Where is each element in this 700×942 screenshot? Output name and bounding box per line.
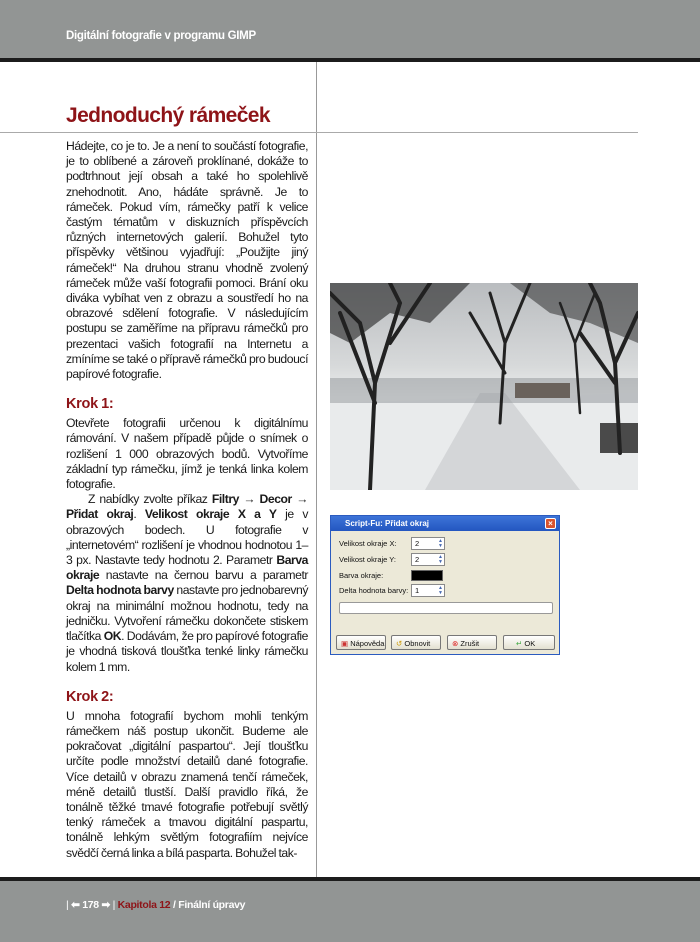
size-x-label: Velikost okraje X:: [339, 539, 397, 548]
dialog-titlebar: [331, 516, 559, 531]
text-run: nastavte pro jednobarevný okraj na minimální možnou hodnotu, tedy na jedničku. Vytvoření rámečku dokončete stiskem tlačítka: [66, 583, 309, 644]
book-title: Digitální fotografie v programu GIMP: [66, 30, 256, 42]
spin-arrows-icon[interactable]: ▲ ▼: [438, 585, 443, 596]
text-run: Z nabídky zvolte příkaz: [88, 492, 212, 507]
section-title: Jednoduchý rámeček: [66, 104, 270, 127]
running-header: [0, 0, 700, 58]
enter-icon: ↵: [516, 639, 523, 648]
step1-paragraph: Otevřete fotografii určenou k digitálnímu rámování. V našem případě půjde o snímek o rozlišení 1 000 obrazových bodů. Vytvoříme základní typ rámečku, jímž je tenká linka kolem fotografie.: [66, 416, 308, 492]
reset-button[interactable]: ↺ Obnovit: [391, 635, 441, 650]
bold-term: Velikost okraje X a Y: [144, 507, 277, 522]
help-button[interactable]: ▣ Nápověda: [336, 635, 386, 650]
spin-arrows-icon[interactable]: ▲ ▼: [438, 554, 443, 565]
progress-bar: [339, 602, 553, 614]
bold-term: Filtry → Decor → Přidat okraj: [66, 492, 308, 522]
step2-heading: Krok 2:: [66, 688, 114, 705]
size-y-label: Velikost okraje Y:: [339, 555, 396, 564]
cancel-button[interactable]: ⊗ Zrušit: [447, 635, 497, 650]
bold-term: OK: [103, 629, 122, 644]
border-color-label: Barva okraje:: [339, 571, 384, 580]
column-divider: [316, 62, 317, 878]
page-number: 178: [82, 899, 99, 911]
header-rule: [0, 58, 700, 62]
step2-paragraph: U mnoha fotografií bychom mohli tenkým rámečkem náš postup ukončit. Budeme ale pokračovat „digitální paspartou“. Její tloušťku určíte podle množství detailů dané fotografie. Více detailů v obrazu znamená tenčí rámeček, méně detailů tlustší. Další pravidlo říká, že tonálně těžké tmavé fotografie potřebují světlý tenký rámeček a tmavou digitální paspartu, tonálně lehkým světlým fotografiím nejvíce svědčí černá linka a bílá pasparta. Bohužel tak-: [66, 708, 308, 860]
winter-road-photo: [330, 283, 638, 490]
footer-separator: /: [172, 899, 176, 911]
dialog-title: Script-Fu: Přidat okraj: [345, 519, 430, 528]
text-run: je v obrazových bodech. U fotografie v „internetovém“ rozlišení je vhodnou hodnotou 1–3 px. Nastavte tedy hodnotu 2. Parametr: [66, 507, 309, 568]
size-y-spinner[interactable]: 2 ▲ ▼: [411, 553, 445, 566]
next-page-icon[interactable]: ➡: [101, 899, 110, 911]
intro-paragraph: Hádejte, co je to. Je a není to součástí fotografie, je to oblíbené a zároveň proklínané, dokáže to podtrhnout její obsah a také ho spolehlivě znehodnotit. Ano, hádáte správně. Je to rámeček. Pokud vím, rámečky patří k velice častým tématům v diskuzních příspěvcích různých internetových galerií. Bohužel tyto příspěvky většinou vyjadřují: „Použijte jiný rámeček!“ Na druhou stranu vhodně zvolený rámeček může vaší fotografii pomoci. Brání oku diváka vybíhat ven z obrazu a soustředí ho na obrazové sdělení fotografie. V následujícím postupu se zaměříme na přípravu rámečků pro prezentaci vašich fotografií na Internetu a zmíníme se také o přípravě rámečků pro budoucí papírové fotografie.: [66, 139, 308, 382]
add-border-dialog: [330, 515, 560, 655]
title-rule: [0, 132, 638, 133]
reset-icon: ↺: [396, 639, 403, 648]
text-column: [66, 139, 308, 861]
help-icon: ▣: [341, 639, 349, 648]
delta-spinner[interactable]: 1 ▲ ▼: [411, 584, 445, 597]
prev-page-icon[interactable]: ⬅: [71, 899, 80, 911]
close-icon[interactable]: ×: [545, 518, 556, 529]
step1-heading: Krok 1:: [66, 396, 114, 413]
bold-term: Delta hodnota barvy: [66, 583, 174, 598]
chapter-label: Kapitola 12: [117, 899, 171, 911]
cancel-icon: ⊗: [452, 639, 459, 648]
size-x-spinner[interactable]: 2 ▲ ▼: [411, 537, 445, 550]
border-color-swatch[interactable]: [411, 570, 443, 581]
section-label: Finální úpravy: [178, 899, 246, 911]
text-run: .: [133, 507, 145, 522]
spin-arrows-icon[interactable]: ▲ ▼: [438, 538, 443, 549]
ok-button[interactable]: ↵ OK: [503, 635, 555, 650]
text-run: nastavte na černou barvu a parametr: [99, 568, 308, 583]
step1-instructions: [66, 492, 308, 674]
text-run: . Dodávám, že pro papírové fotografie je vhodná tisková tloušťka tenké linky rámečku kolem 1 mm.: [66, 629, 308, 674]
bold-term: Barva okraje: [66, 553, 308, 583]
running-footer: | ⬅ 178 ➡ | Kapitola 12 / Finální úpravy: [0, 881, 700, 942]
delta-label: Delta hodnota barvy:: [339, 586, 409, 595]
